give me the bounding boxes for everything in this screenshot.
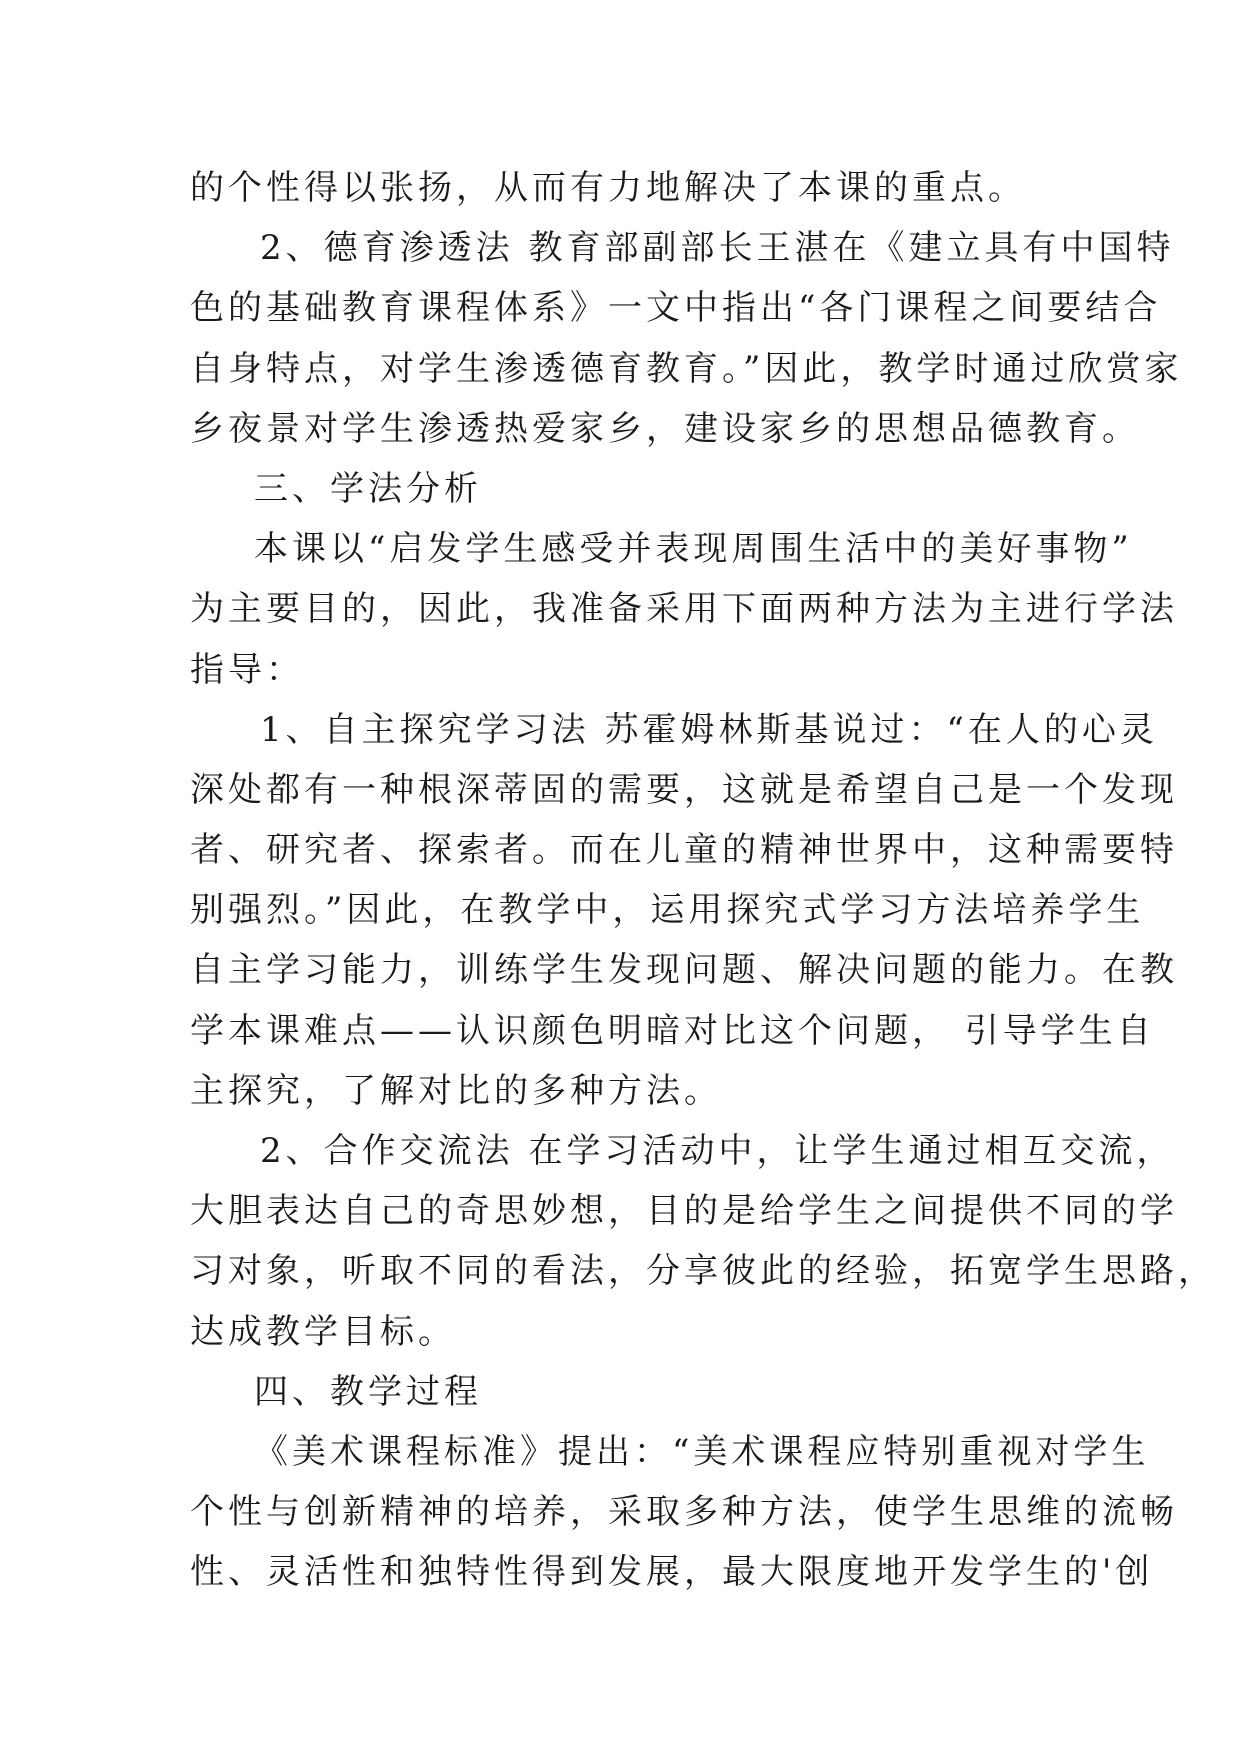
text-line: 者、研究者、探索者。而在儿童的精神世界中，这种需要特 (190, 830, 1178, 871)
text-line: 的个性得以张扬，从而有力地解决了本课的重点。 (190, 168, 1026, 208)
text-line: 性、灵活性和独特性得到发展，最大限度地开发学生的'创 (190, 1552, 1154, 1593)
text-line: 乡夜景对学生渗透热爱家乡，建设家乡的思想品德教育。 (190, 408, 1140, 449)
text-line: 为主要目的，因此，我准备采用下面两种方法为主进行学法 (190, 589, 1178, 630)
text-line: 达成教学目标。 (190, 1311, 456, 1352)
section-heading: 四、教学过程 (254, 1371, 482, 1412)
text-line: 《美术课程标准》提出：“美术课程应特别重视对学生 (254, 1431, 1150, 1472)
section-heading: 三、学法分析 (254, 468, 482, 509)
text-line: 主探究，了解对比的多种方法。 (190, 1070, 722, 1111)
text-line: 习对象，听取不同的看法，分享彼此的经验，拓宽学生思路， (190, 1251, 1216, 1292)
text-line: 2、德育渗透法 教育部副部长王湛在《建立具有中国特 (260, 228, 1175, 269)
text-line: 自主学习能力，训练学生发现问题、解决问题的能力。在教 (190, 950, 1178, 991)
text-line: 2、合作交流法 在学习活动中，让学生通过相互交流， (260, 1131, 1175, 1171)
text-line: 指导： (190, 649, 304, 690)
text-line: 大胆表达自己的奇思妙想，目的是给学生之间提供不同的学 (190, 1191, 1178, 1232)
text-line: 别强烈。”因此，在教学中，运用探究式学习方法培养学生 (190, 890, 1145, 931)
text-line: 色的基础教育课程体系》一文中指出“各门课程之间要结合 (190, 288, 1162, 329)
text-line: 1、自主探究学习法 苏霍姆林斯基说过：“在人的心灵 (260, 709, 1158, 750)
document-body (190, 158, 1216, 1603)
text-line: 自身特点，对学生渗透德育教育。”因此，教学时通过欣赏家 (190, 348, 1183, 389)
text-line: 个性与创新精神的培养，采取多种方法，使学生思维的流畅 (190, 1492, 1178, 1533)
text-line: 深处都有一种根深蒂固的需要，这就是希望自己是一个发现 (190, 769, 1178, 810)
text-line: 学本课难点——认识颜色明暗对比这个问题， 引导学生自 (190, 1010, 1155, 1051)
text-line: 本课以“启发学生感受并表现周围生活中的美好事物” (254, 529, 1133, 570)
